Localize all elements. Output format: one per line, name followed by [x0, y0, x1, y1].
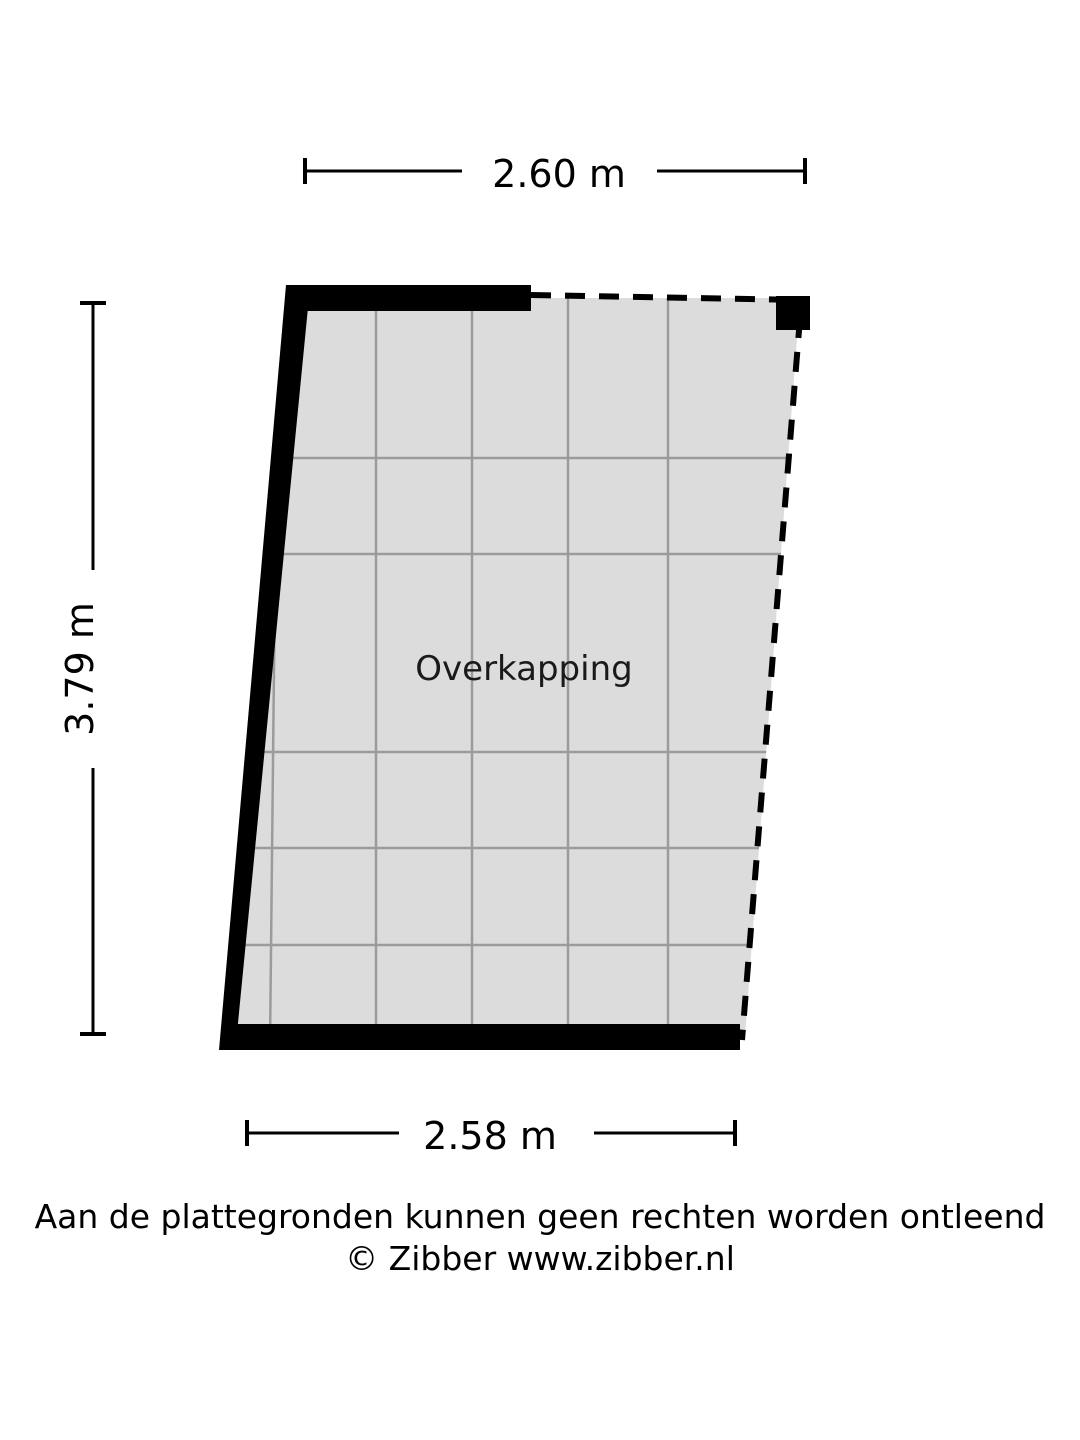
dimension-bottom — [247, 1112, 735, 1158]
dimension-top-label: 2.60 m — [492, 152, 626, 196]
dimension-left-label: 3.79 m — [58, 602, 102, 736]
footer-line-1: Aan de plattegronden kunnen geen rechten worden ontleend — [34, 1197, 1046, 1236]
post-marker — [776, 296, 810, 330]
footer-line-2: © Zibber www.zibber.nl — [345, 1239, 735, 1279]
dimension-top — [305, 150, 805, 196]
room-label: Overkapping — [415, 649, 633, 689]
footer-disclaimer — [0, 1196, 1080, 1280]
dimension-bottom-label: 2.58 m — [423, 1114, 557, 1158]
dimension-left — [58, 303, 115, 1034]
